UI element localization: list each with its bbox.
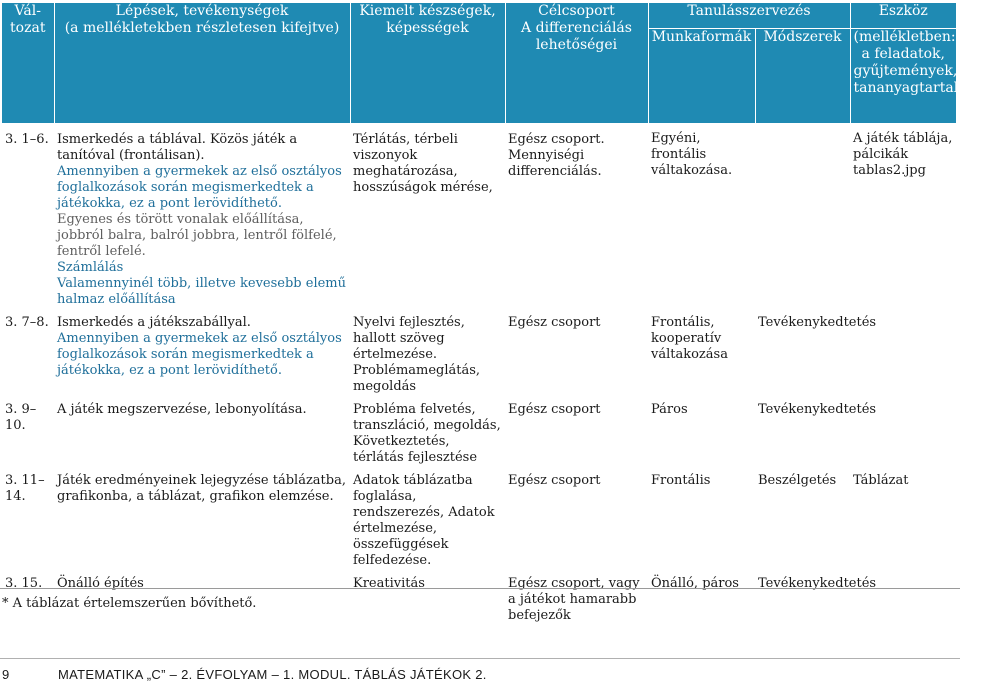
step-text: Egyenes és törött vonalak előállítása, jobbról balra, balról jobbra, lentről fölfelé, fentről lefelé. [57, 211, 337, 259]
header-skills: Kiemelt készségek, képességek [350, 3, 505, 123]
lesson-plan-table [2, 3, 994, 624]
cell-variant: 3. 1–6. [5, 131, 49, 147]
table-row [2, 308, 956, 395]
cell-target: Egész csoport [508, 314, 601, 330]
cell-methods [755, 123, 850, 308]
cell-variant: 3. 7–8. [5, 314, 49, 330]
cell-steps [54, 395, 350, 466]
step-text: Amennyiben a gyermekek az első osztályos foglalkozások során megismerkedtek a játékokka, ez a pont lerövidíthető. [57, 163, 342, 211]
step-text: Amennyiben a gyermekek az első osztályos foglalkozások során megismerkedtek a játékokka, ez a pont lerövidíthető. [57, 330, 342, 378]
header-steps [54, 3, 350, 123]
step-text: Önálló építés [57, 575, 144, 591]
table-header [2, 3, 994, 123]
footer-title: MATEMATIKA „C” – 2. ÉVFOLYAM – 1. MODUL. TÁBLÁS JÁTÉKOK 2. [58, 667, 487, 682]
header-steps-title: Lépések, tevékenységek [115, 3, 289, 19]
cell-skills: Adatok táblázatba foglalása, rendszerezés, Adatok értelmezése, összefüggések felfedezése. [353, 472, 495, 568]
step-text: Valamennyinél több, illetve kevesebb elemű halmaz előállítása [57, 275, 346, 307]
step-text: Játék eredményeinek lejegyzése táblázatba, grafikonba, a táblázat, grafikon elemzése. [57, 472, 346, 504]
cell-methods: Beszélgetés [758, 472, 837, 488]
step-text: A játék megszervezése, lebonyolítása. [57, 401, 307, 417]
table-note: * A táblázat értelemszerűen bővíthető. [2, 596, 257, 611]
cell-target: Egész csoport, vagy a játékot hamarabb befejezők [508, 575, 640, 623]
cell-variant: 3. 9–10. [5, 401, 37, 433]
cell-target: Egész csoport. Mennyiségi differenciálás. [508, 131, 605, 179]
cell-methods: Tevékenykedtetés [758, 401, 877, 417]
table-end-rule [0, 588, 960, 589]
cell-skills: Nyelvi fejlesztés, hallott szöveg értelmezése. Problémameglátás, megoldás [353, 314, 481, 394]
table-row [2, 466, 956, 569]
cell-forms: Páros [651, 401, 688, 417]
cell-tools: Táblázat [853, 472, 909, 488]
cell-steps [54, 466, 350, 569]
step-text: Számlálás [57, 259, 124, 275]
cell-skills: Kreativitás [353, 575, 425, 591]
step-text: Ismerkedés a táblával. Közös játék a tanítóval (frontálisan). [57, 131, 298, 163]
page-number: 9 [2, 667, 10, 682]
footer-rule [0, 658, 960, 659]
cell-variant: 3. 11–14. [5, 472, 45, 504]
header-variant: Vál- tozat [2, 3, 54, 123]
cell-skills: Probléma felvetés, transzláció, megoldás, Következtetés, térlátás fejlesztése [353, 401, 501, 465]
cell-methods: Tevékenykedtetés [758, 314, 877, 330]
cell-forms: Frontális, kooperatív váltakozása [651, 314, 728, 362]
header-org: Tanulásszervezés [648, 3, 850, 29]
cell-forms: Egyéni, frontális váltakozása. [651, 131, 733, 178]
table-body [2, 123, 956, 624]
cell-methods: Tevékenykedtetés [758, 575, 877, 591]
header-tools: Eszköz [850, 3, 956, 29]
header-forms: Munkaformák [648, 29, 755, 124]
cell-steps [54, 308, 350, 395]
cell-target: Egész csoport [508, 401, 601, 417]
cell-skills: Térlátás, térbeli viszonyok meghatározása, hosszúságok mérése, [353, 131, 493, 195]
header-target: Célcsoport A differenciálás lehetőségei [505, 3, 648, 123]
cell-forms: Önálló, páros [651, 575, 739, 591]
cell-tools: A játék táblája, pálcikák tablas2.jpg [853, 131, 953, 178]
table-row [2, 395, 956, 466]
header-steps-sub: (a mellékletekben részletesen kifejtve) [64, 20, 340, 36]
cell-target: Egész csoport [508, 472, 601, 488]
cell-variant: 3. 15. [5, 575, 43, 591]
cell-steps [54, 123, 350, 308]
header-methods: Módszerek [755, 29, 850, 124]
step-text: Ismerkedés a játékszabállyal. [57, 314, 251, 330]
header-tools-sub: (mellékletben: a feladatok, gyűjtemények, tananyagtartalmak) [850, 29, 956, 124]
table-row [2, 123, 956, 308]
cell-forms: Frontális [651, 472, 711, 488]
